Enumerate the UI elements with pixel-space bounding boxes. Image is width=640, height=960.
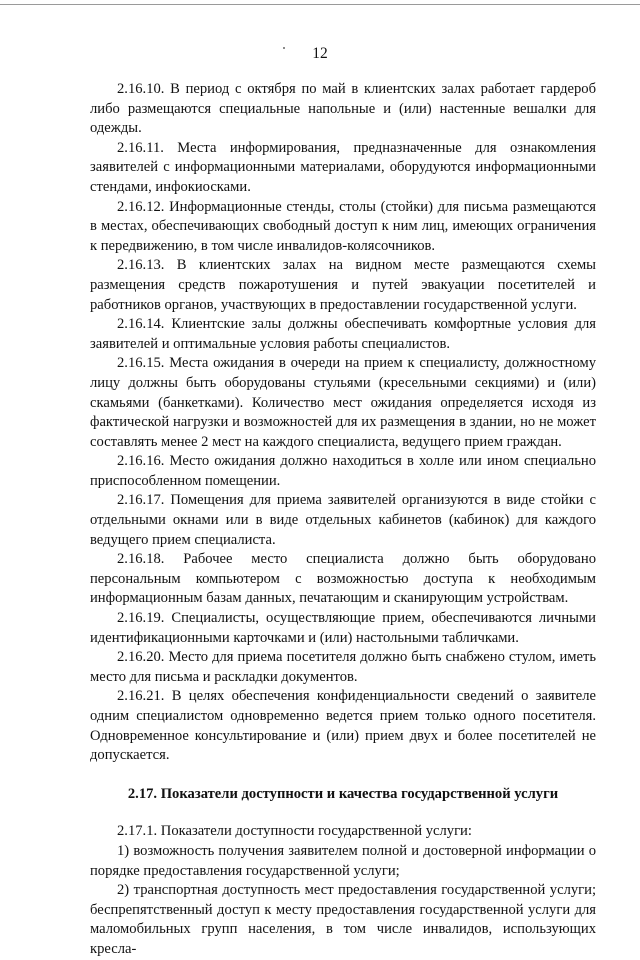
paragraph-2-17-1: 2.17.1. Показатели доступности государственной услуги: [117,823,472,840]
paragraph-2-16-15: 2.16.15. Места ожидания в очереди на прием к специалисту, должностному лицу должны быть оборудованы стульями (кресельными секциями) и (или) скамьями (банкетками). Количество мест ожидания определяется исходя из фактической нагрузки и возможностей для их размещения в здании, но не может составлять менее 2 мест на каждого специалиста, ведущего прием граждан. [90,355,596,450]
paragraph-2-16-21: 2.16.21. В целях обеспечения конфиденциальности сведений о заявителе одним специалистом одновременно ведется прием только одного посетителя. Одновременное консультирование и (или) прием двух и более посетителей не допускается. [90,688,596,764]
document-body [90,80,596,960]
paragraph-2-16-16: 2.16.16. Место ожидания должно находиться в холле или ином специально приспособленном помещении. [90,453,596,489]
paragraph-2-16-11: 2.16.11. Места информирования, предназначенные для ознакомления заявителей с информационными материалами, оборудуются информационными стендами, инфокиосками. [90,139,596,195]
paragraph-2-16-13: 2.16.13. В клиентских залах на видном месте размещаются схемы размещения средств пожаротушения и путей эвакуации посетителей и работников органов, участвующих в предоставлении государственной услуги. [90,257,596,313]
paragraph-2-16-17: 2.16.17. Помещения для приема заявителей организуются в виде стойки с отдельными окнами или в виде отдельных кабинетов (кабинок) для каждого ведущего прием специалиста. [90,492,596,548]
page-number: 12 [312,45,328,62]
paragraph-2-16-19: 2.16.19. Специалисты, осуществляющие прием, обеспечиваются личными идентификационными карточками и (или) настольными табличками. [90,610,596,646]
paragraph-2-16-20: 2.16.20. Место для приема посетителя должно быть снабжено стулом, иметь место для письма и раскладки документов. [90,649,596,685]
scan-speck [283,47,285,49]
top-scan-rule [0,4,640,5]
list-item-1: 1) возможность получения заявителем полной и достоверной информации о порядке предоставления государственной услуги; [90,842,596,879]
section-heading-2-17: 2.17. Показатели доступности и качества государственной услуги [127,785,559,802]
paragraph-2-16-14: 2.16.14. Клиентские залы должны обеспечивать комфортные условия для заявителей и оптимальные условия работы специалистов. [90,316,596,352]
paragraph-2-16-18: 2.16.18. Рабочее место специалиста должно быть оборудовано персональным компьютером с возможностью доступа к необходимым информационным базам данных, печатающим и сканирующим устройствам. [90,551,596,607]
paragraph-2-16-10: 2.16.10. В период с октября по май в клиентских залах работает гардероб либо размещаются специальные напольные и (или) настенные вешалки для одежды. [90,81,596,137]
paragraph-2-16-12: 2.16.12. Информационные стенды, столы (стойки) для письма размещаются в местах, обеспечивающих свободный доступ к ним лиц, имеющих ограничения к передвижению, в том числе инвалидов-колясочников. [90,198,596,254]
list-item-2: 2) транспортная доступность мест предоставления государственной услуги; беспрепятственный доступ к месту предоставления государственной услуги для маломобильных групп населения, в том числе инвалидов, использующих кресла- [90,882,596,957]
